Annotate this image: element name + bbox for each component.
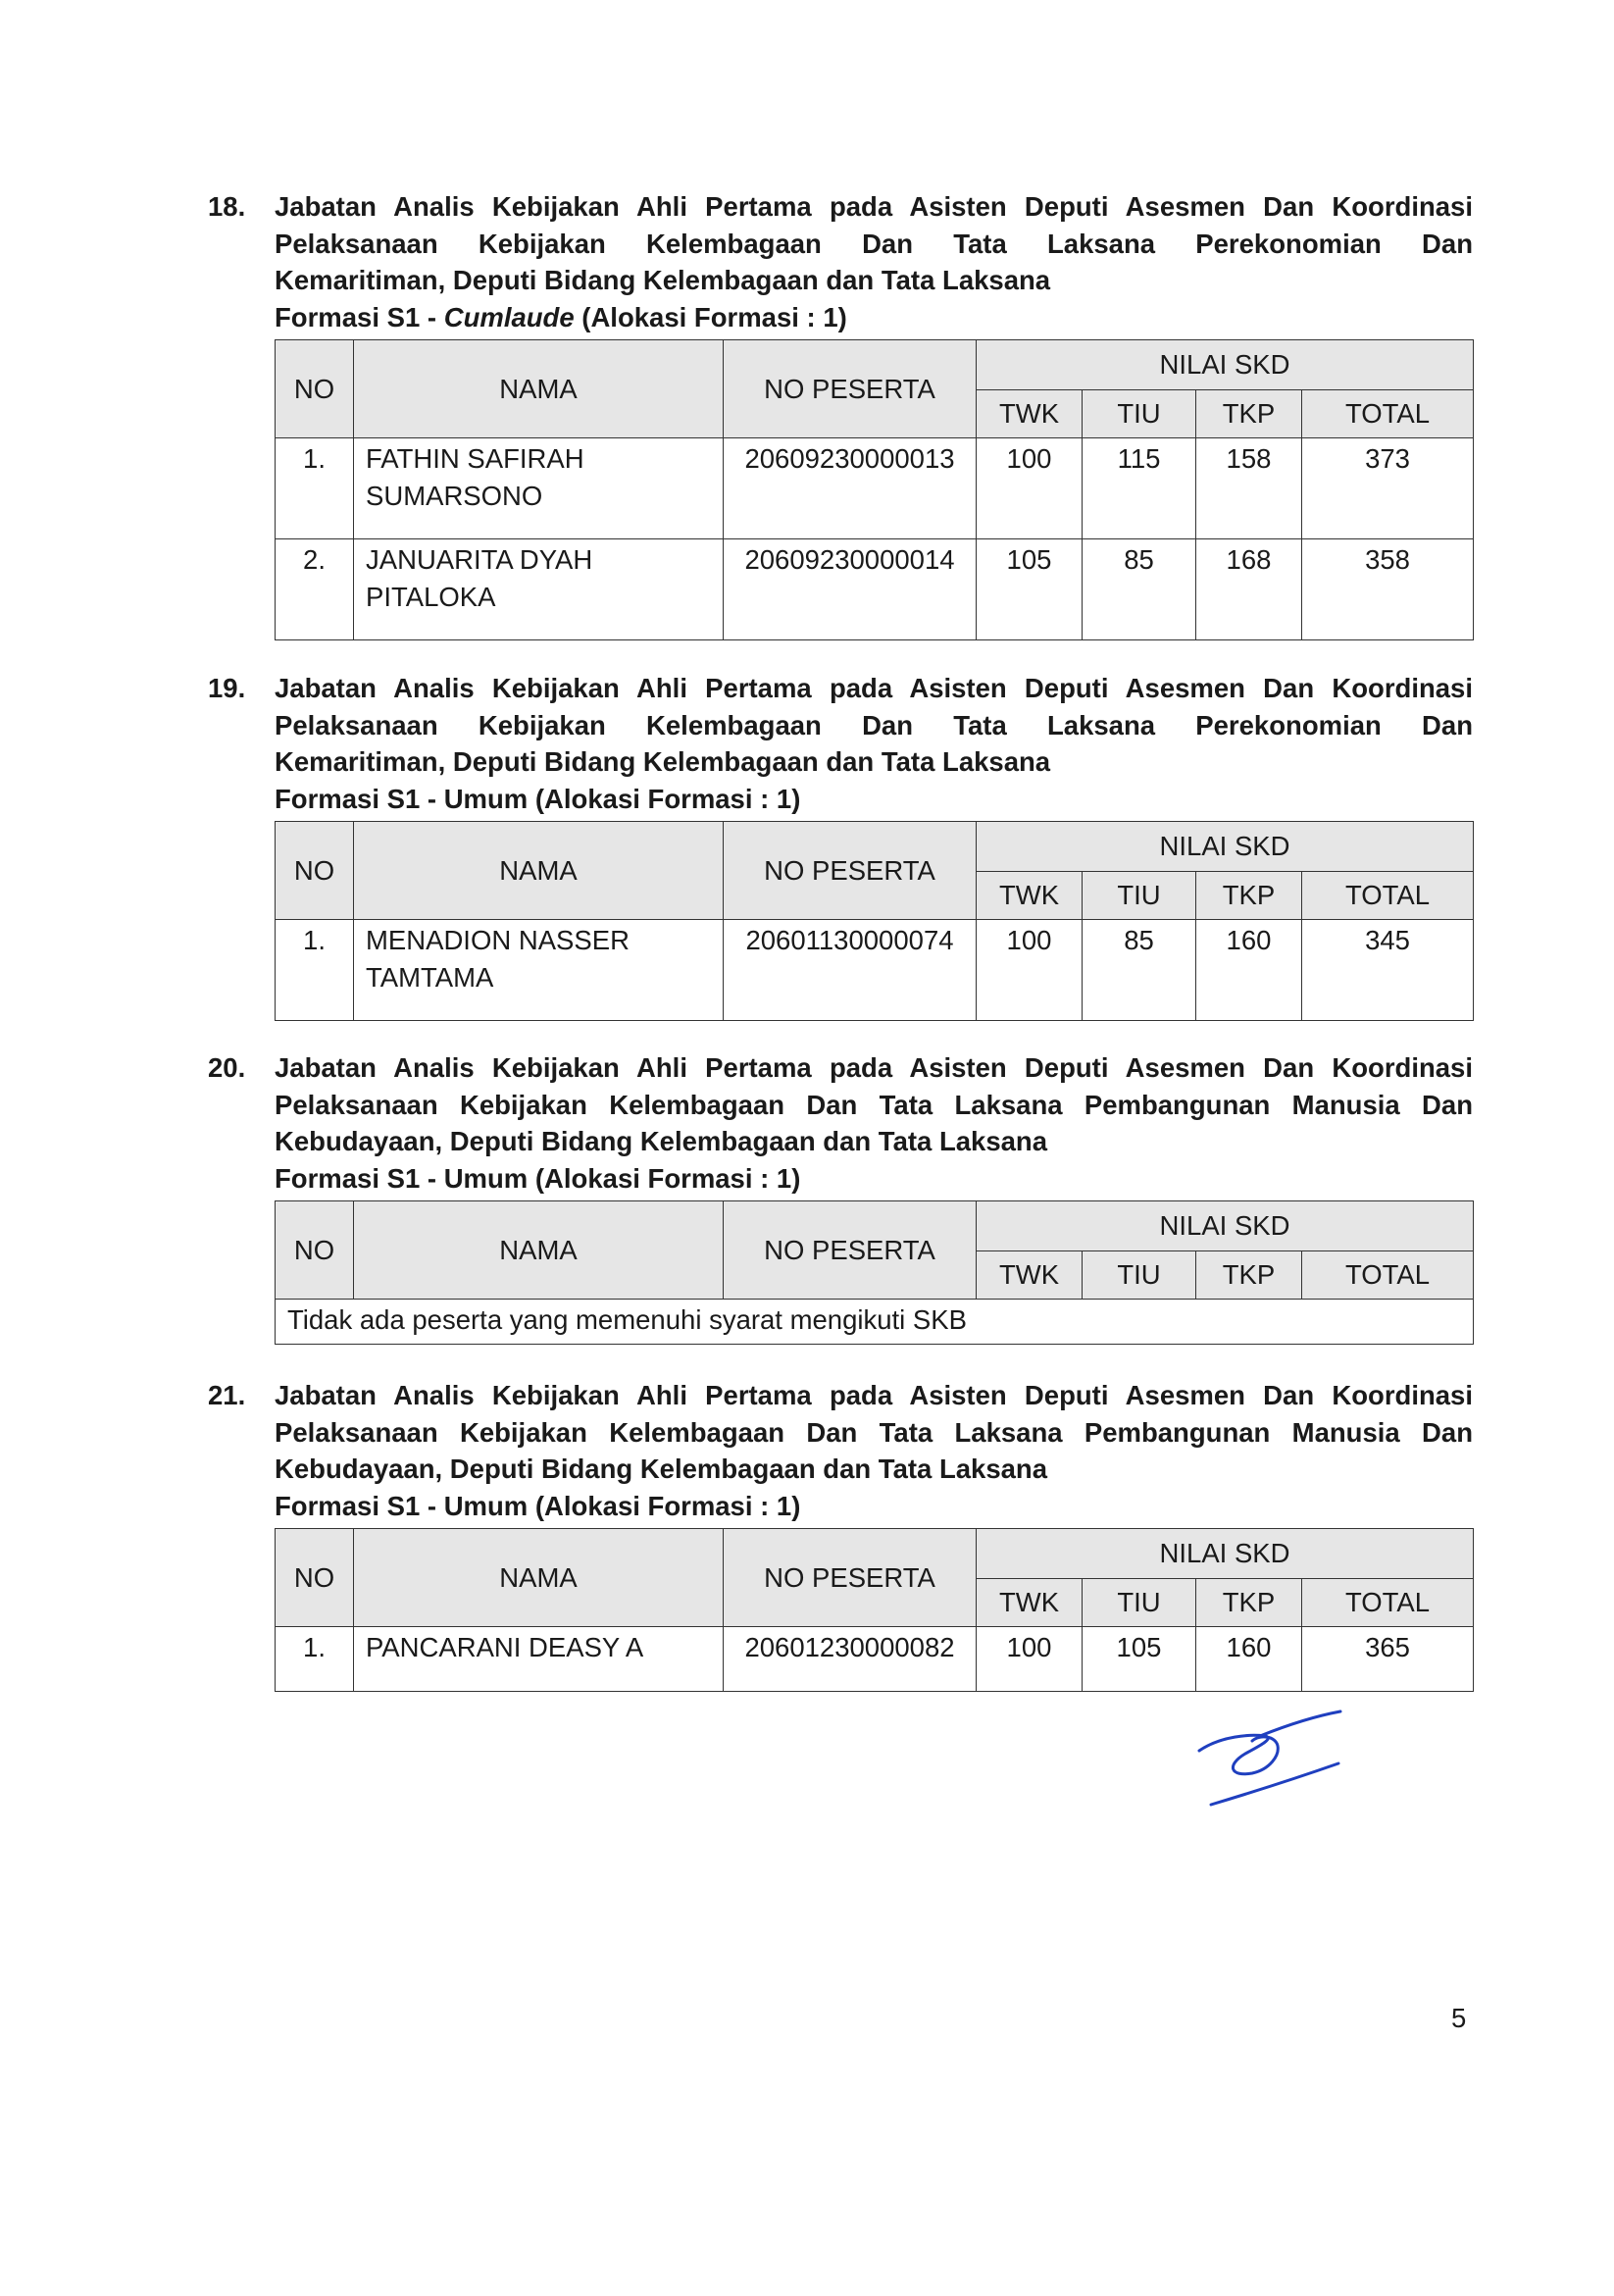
header-tiu: TIU bbox=[1083, 872, 1196, 920]
cell-no: 1. bbox=[276, 1627, 354, 1692]
formasi-label: Formasi S1 - Umum (Alokasi Formasi : 1) bbox=[275, 1162, 801, 1194]
cell-total: 373 bbox=[1302, 438, 1474, 539]
header-no: NO bbox=[276, 340, 354, 438]
table-row bbox=[276, 920, 1474, 1021]
cell-nama: MENADION NASSER TAMTAMA bbox=[354, 920, 724, 1021]
results-table bbox=[275, 1528, 1474, 1692]
cell-twk: 100 bbox=[977, 438, 1083, 539]
header-total: TOTAL bbox=[1302, 872, 1474, 920]
no-participant-note: Tidak ada peserta yang memenuhi syarat mengikuti SKB bbox=[276, 1300, 1474, 1345]
header-tkp: TKP bbox=[1196, 390, 1302, 438]
heading-line: Jabatan Analis Kebijakan Ahli Pertama pada Asisten Deputi Asesmen Dan Koordinasi bbox=[275, 191, 1473, 222]
heading-line: Kemaritiman, Deputi Bidang Kelembagaan dan Tata Laksana bbox=[275, 746, 1051, 777]
header-tiu: TIU bbox=[1083, 390, 1196, 438]
header-nama: NAMA bbox=[354, 822, 724, 920]
header-tkp: TKP bbox=[1196, 872, 1302, 920]
cell-total: 365 bbox=[1302, 1627, 1474, 1692]
page-number: 5 bbox=[1451, 2003, 1467, 2033]
formasi-label: Formasi S1 - Umum (Alokasi Formasi : 1) bbox=[275, 1490, 801, 1521]
header-tkp: TKP bbox=[1196, 1251, 1302, 1300]
header-nilai-skd: NILAI SKD bbox=[977, 1529, 1474, 1579]
cell-twk: 105 bbox=[977, 539, 1083, 640]
header-tkp: TKP bbox=[1196, 1579, 1302, 1627]
section-number: 20. bbox=[208, 1052, 246, 1083]
header-total: TOTAL bbox=[1302, 1579, 1474, 1627]
cell-tkp: 160 bbox=[1196, 1627, 1302, 1692]
header-no: NO bbox=[276, 1529, 354, 1627]
heading-line: Jabatan Analis Kebijakan Ahli Pertama pada Asisten Deputi Asesmen Dan Koordinasi bbox=[275, 1380, 1473, 1410]
header-twk: TWK bbox=[977, 1579, 1083, 1627]
heading-line: Pelaksanaan Kebijakan Kelembagaan Dan Tata Laksana Perekonomian Dan bbox=[275, 228, 1473, 259]
cell-total: 345 bbox=[1302, 920, 1474, 1021]
header-no-peserta: NO PESERTA bbox=[724, 822, 977, 920]
cell-nama: PANCARANI DEASY A bbox=[354, 1627, 724, 1692]
header-tiu: TIU bbox=[1083, 1579, 1196, 1627]
heading-line: Kemaritiman, Deputi Bidang Kelembagaan dan Tata Laksana bbox=[275, 265, 1051, 295]
cell-twk: 100 bbox=[977, 920, 1083, 1021]
header-nama: NAMA bbox=[354, 1529, 724, 1627]
header-nilai-skd: NILAI SKD bbox=[977, 822, 1474, 872]
header-total: TOTAL bbox=[1302, 390, 1474, 438]
formasi-type: Cumlaude bbox=[443, 301, 575, 332]
cell-no-peserta: 20609230000013 bbox=[724, 438, 977, 539]
section-18 bbox=[208, 188, 1473, 640]
header-nilai-skd: NILAI SKD bbox=[977, 1201, 1474, 1251]
formasi-label: Formasi S1 - Cumlaude (Alokasi Formasi : 1) bbox=[275, 301, 847, 332]
table-row bbox=[276, 539, 1474, 640]
section-number: 21. bbox=[208, 1380, 246, 1410]
cell-no-peserta: 20609230000014 bbox=[724, 539, 977, 640]
header-no: NO bbox=[276, 822, 354, 920]
formasi-label: Formasi S1 - Umum (Alokasi Formasi : 1) bbox=[275, 783, 801, 814]
header-twk: TWK bbox=[977, 390, 1083, 438]
cell-tkp: 160 bbox=[1196, 920, 1302, 1021]
cell-tkp: 158 bbox=[1196, 438, 1302, 539]
signature-initial bbox=[1191, 1707, 1348, 1814]
cell-nama: JANUARITA DYAH PITALOKA bbox=[354, 539, 724, 640]
heading-line: Jabatan Analis Kebijakan Ahli Pertama pada Asisten Deputi Asesmen Dan Koordinasi bbox=[275, 673, 1473, 703]
cell-tiu: 105 bbox=[1083, 1627, 1196, 1692]
table-row bbox=[276, 1300, 1474, 1345]
section-heading bbox=[208, 670, 1473, 781]
section-heading bbox=[208, 1049, 1473, 1160]
header-nama: NAMA bbox=[354, 1201, 724, 1300]
header-twk: TWK bbox=[977, 872, 1083, 920]
heading-line: Pelaksanaan Kebijakan Kelembagaan Dan Tata Laksana Pembangunan Manusia Dan bbox=[275, 1416, 1473, 1448]
heading-line: Pelaksanaan Kebijakan Kelembagaan Dan Tata Laksana Perekonomian Dan bbox=[275, 709, 1473, 740]
heading-line: Pelaksanaan Kebijakan Kelembagaan Dan Tata Laksana Pembangunan Manusia Dan bbox=[275, 1089, 1473, 1120]
header-total: TOTAL bbox=[1302, 1251, 1474, 1300]
cell-no-peserta: 20601130000074 bbox=[724, 920, 977, 1021]
header-nilai-skd: NILAI SKD bbox=[977, 340, 1474, 390]
results-table bbox=[275, 1200, 1474, 1345]
table-row bbox=[276, 1627, 1474, 1692]
section-21 bbox=[208, 1377, 1473, 1692]
cell-twk: 100 bbox=[977, 1627, 1083, 1692]
cell-no: 1. bbox=[276, 920, 354, 1021]
section-20 bbox=[208, 1049, 1473, 1345]
section-number: 19. bbox=[208, 673, 246, 703]
cell-tiu: 85 bbox=[1083, 539, 1196, 640]
heading-line: Kebudayaan, Deputi Bidang Kelembagaan dan Tata Laksana bbox=[275, 1126, 1048, 1156]
section-number: 18. bbox=[208, 191, 246, 222]
header-no-peserta: NO PESERTA bbox=[724, 1529, 977, 1627]
heading-line: Kebudayaan, Deputi Bidang Kelembagaan dan Tata Laksana bbox=[275, 1454, 1048, 1484]
section-heading bbox=[208, 1377, 1473, 1488]
header-no: NO bbox=[276, 1201, 354, 1300]
cell-tiu: 115 bbox=[1083, 438, 1196, 539]
section-heading bbox=[208, 188, 1473, 299]
cell-nama: FATHIN SAFIRAH SUMARSONO bbox=[354, 438, 724, 539]
header-tiu: TIU bbox=[1083, 1251, 1196, 1300]
cell-tiu: 85 bbox=[1083, 920, 1196, 1021]
heading-line: Jabatan Analis Kebijakan Ahli Pertama pada Asisten Deputi Asesmen Dan Koordinasi bbox=[275, 1052, 1473, 1083]
cell-no-peserta: 20601230000082 bbox=[724, 1627, 977, 1692]
header-no-peserta: NO PESERTA bbox=[724, 340, 977, 438]
cell-total: 358 bbox=[1302, 539, 1474, 640]
header-no-peserta: NO PESERTA bbox=[724, 1201, 977, 1300]
header-nama: NAMA bbox=[354, 340, 724, 438]
table-row bbox=[276, 438, 1474, 539]
header-twk: TWK bbox=[977, 1251, 1083, 1300]
section-19 bbox=[208, 670, 1473, 1021]
results-table bbox=[275, 339, 1474, 640]
results-table bbox=[275, 821, 1474, 1021]
cell-no: 2. bbox=[276, 539, 354, 640]
cell-no: 1. bbox=[276, 438, 354, 539]
cell-tkp: 168 bbox=[1196, 539, 1302, 640]
